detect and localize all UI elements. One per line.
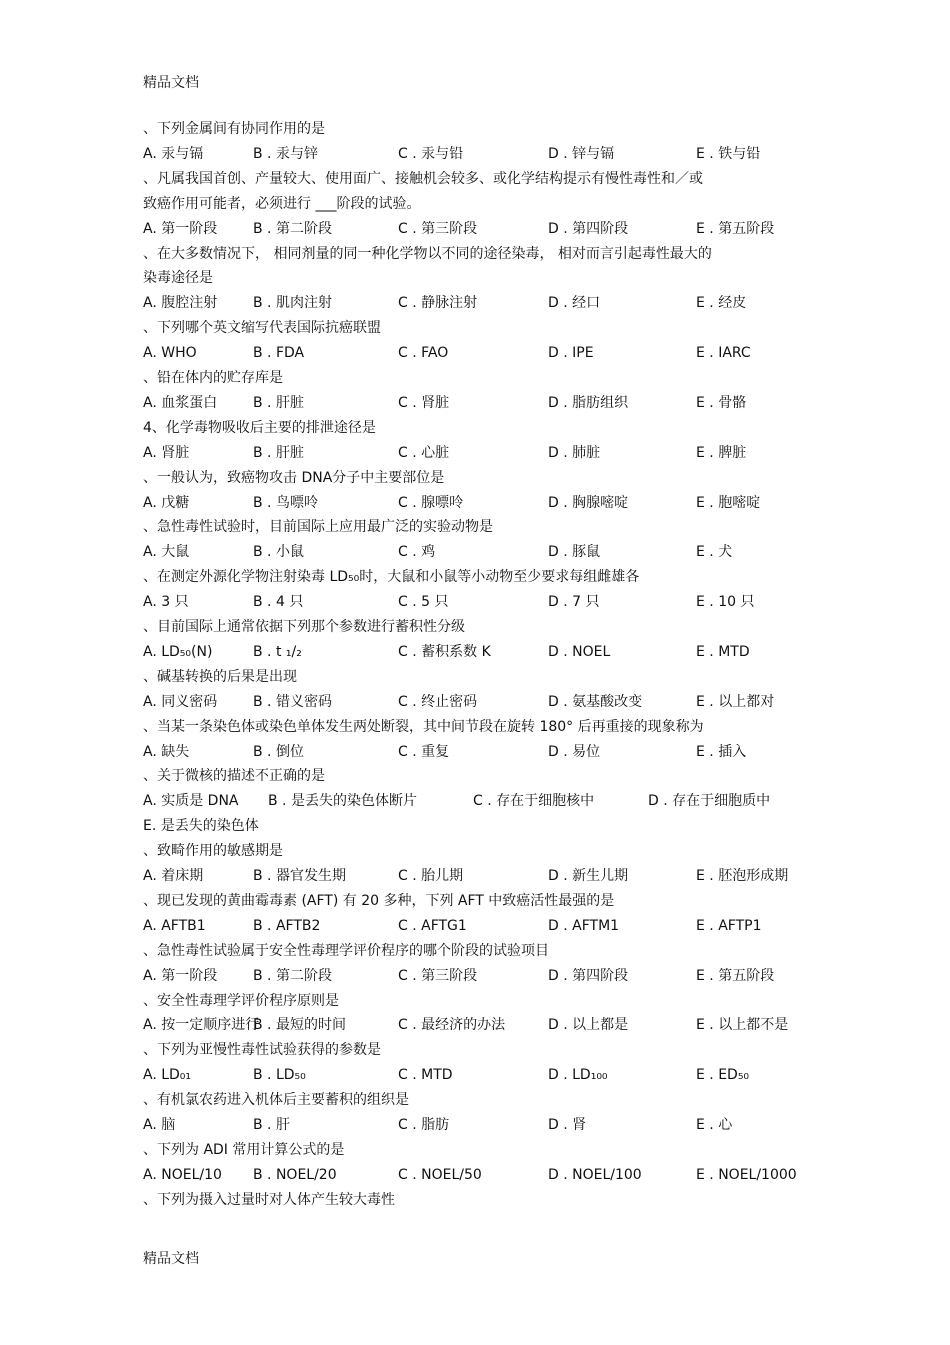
- option-c: C . 蓄积系数 K: [398, 644, 491, 660]
- option-c: C . 胎儿期: [398, 868, 464, 884]
- answer-options: [143, 145, 813, 163]
- question-text: 、碱基转换的后果是出现: [143, 669, 297, 685]
- option-a: A. 第一阶段: [143, 221, 218, 237]
- option-a: A. 血浆蛋白: [143, 395, 218, 411]
- option-b: B . 倒位: [253, 744, 304, 760]
- answer-options: [143, 444, 813, 462]
- question-text: 、在测定外源化学物注射染毒 LD₅₀时，大鼠和小鼠等小动物至少要求每组雌雄各: [143, 569, 640, 585]
- option-c: C . NOEL/50: [398, 1167, 482, 1183]
- option-d: D . 7 只: [548, 594, 600, 610]
- option-e: E . IARC: [696, 345, 751, 361]
- question-text: 、有机氯农药进入机体后主要蓄积的组织是: [143, 1092, 409, 1108]
- option-e: E . 犬: [696, 544, 733, 560]
- option-b: B . 汞与锌: [253, 146, 318, 162]
- option-e: E . 心: [696, 1117, 733, 1133]
- option-d: D . 锌与镉: [548, 146, 615, 162]
- answer-options: [143, 1066, 813, 1084]
- option-c: C . 存在于细胞核中: [473, 793, 595, 809]
- option-a: A. LD₅₀(N): [143, 644, 213, 660]
- option-e: E . 10 只: [696, 594, 755, 610]
- option-a: A. 戊糖: [143, 495, 190, 511]
- question-text: 染毒途径是: [143, 270, 213, 286]
- option-b: B . FDA: [253, 345, 305, 361]
- option-c: C . 最经济的办法: [398, 1017, 506, 1033]
- answer-options: [143, 1116, 813, 1134]
- answer-options: [143, 494, 813, 512]
- option-c: C . 终止密码: [398, 694, 478, 710]
- question-text: 4、化学毒物吸收后主要的排泄途径是: [143, 420, 376, 436]
- option-e: E . 骨骼: [696, 395, 747, 411]
- option-d: D . 胸腺嘧啶: [548, 495, 629, 511]
- answer-options: [143, 693, 813, 711]
- answer-options: [143, 344, 813, 362]
- option-a: A. 第一阶段: [143, 968, 218, 984]
- question-text: 、致畸作用的敏感期是: [143, 843, 283, 859]
- option-e: E . MTD: [696, 644, 750, 660]
- question-text: 、下列为摄入过量时对人体产生较大毒性: [143, 1192, 395, 1208]
- answer-options: [143, 394, 813, 412]
- option-e: E . 第五阶段: [696, 968, 775, 984]
- option-b: B . 肝: [253, 1117, 290, 1133]
- option-d: D . 第四阶段: [548, 221, 629, 237]
- question-text: 、急性毒性试验时，目前国际上应用最广泛的实验动物是: [143, 519, 493, 535]
- question-text: 、在大多数情况下， 相同剂量的同一种化学物以不同的途径染毒， 相对而言引起毒性最大的: [143, 246, 712, 262]
- option-b: B . LD₅₀: [253, 1067, 306, 1083]
- option-a: A. 缺失: [143, 744, 190, 760]
- question-text: 、安全性毒理学评价程序原则是: [143, 993, 339, 1009]
- option-a: A. WHO: [143, 345, 197, 361]
- option-b: B . 是丢失的染色体断片: [268, 793, 417, 809]
- answer-options: [143, 867, 813, 885]
- option-e: E . 胞嘧啶: [696, 495, 761, 511]
- answer-options: [143, 220, 813, 238]
- option-d: D . NOEL/100: [548, 1167, 642, 1183]
- option-a: A. 同义密码: [143, 694, 218, 710]
- option-d: D . 肺脏: [548, 445, 601, 461]
- option-e: E . 经皮: [696, 295, 747, 311]
- option-c: C . 第三阶段: [398, 221, 478, 237]
- option-a: A. 肾脏: [143, 445, 190, 461]
- option-d: D . IPE: [548, 345, 594, 361]
- option-a: A. 汞与镉: [143, 146, 204, 162]
- option-a: A. 脑: [143, 1117, 176, 1133]
- answer-options: [143, 743, 813, 761]
- option-c: C . AFTG1: [398, 918, 467, 934]
- option-b: B . 器官发生期: [253, 868, 346, 884]
- option-c: C . 鸡: [398, 544, 436, 560]
- option-b: B . 小鼠: [253, 544, 304, 560]
- answer-options: [143, 593, 813, 611]
- option-d: D . 豚鼠: [548, 544, 601, 560]
- option-a: A. 腹腔注射: [143, 295, 218, 311]
- question-text: 、下列金属间有协同作用的是: [143, 121, 325, 137]
- question-text: 、目前国际上通常依据下列那个参数进行蓄积性分级: [143, 619, 465, 635]
- answer-options: [143, 294, 813, 312]
- answer-options: [143, 792, 813, 810]
- option-e: E . 插入: [696, 744, 747, 760]
- option-a: A. 实质是 DNA: [143, 793, 239, 809]
- option-a: A. 按一定顺序进行: [143, 1017, 260, 1033]
- option-e: E . 脾脏: [696, 445, 747, 461]
- option-a: A. LD₀₁: [143, 1067, 192, 1083]
- question-text: 、现已发现的黄曲霉毒素 (AFT) 有 20 多种，下列 AFT 中致癌活性最强的是: [143, 893, 615, 909]
- option-d: D . 存在于细胞质中: [648, 793, 771, 809]
- option-b: B . 第二阶段: [253, 221, 332, 237]
- option-d: D . AFTM1: [548, 918, 620, 934]
- option-c: C . 5 只: [398, 594, 449, 610]
- option-a: A. 3 只: [143, 594, 189, 610]
- option-c: C . 重复: [398, 744, 450, 760]
- option-e: E . 铁与铅: [696, 146, 761, 162]
- option-e: E . 以上都对: [696, 694, 775, 710]
- option-b: B . 最短的时间: [253, 1017, 346, 1033]
- option-a: A. NOEL/10: [143, 1167, 222, 1183]
- option-e: E . 胚泡形成期: [696, 868, 789, 884]
- option-d: D . 氨基酸改变: [548, 694, 643, 710]
- option-d: D . 经口: [548, 295, 601, 311]
- option-d: D . 脂肪组织: [548, 395, 629, 411]
- option-c: C . 第三阶段: [398, 968, 478, 984]
- option-d: D . 易位: [548, 744, 601, 760]
- option-b: B . 错义密码: [253, 694, 332, 710]
- option-d: D . NOEL: [548, 644, 611, 660]
- option-b: B . 肝脏: [253, 445, 304, 461]
- option-e: E . 第五阶段: [696, 221, 775, 237]
- question-text: 、凡属我国首创、产量较大、使用面广、接触机会较多、或化学结构提示有慢性毒性和／或: [143, 171, 703, 187]
- option-b: B . NOEL/20: [253, 1167, 337, 1183]
- option-b: B . 肌肉注射: [253, 295, 332, 311]
- option-b: B . 4 只: [253, 594, 304, 610]
- option-b: B . AFTB2: [253, 918, 321, 934]
- question-text: 、一般认为，致癌物攻击 DNA分子中主要部位是: [143, 470, 445, 486]
- option-c: C . MTD: [398, 1067, 453, 1083]
- option-d: D . 以上都是: [548, 1017, 629, 1033]
- option-c: C . 心脏: [398, 445, 450, 461]
- option-e: E . ED₅₀: [696, 1067, 750, 1083]
- question-text: 、急性毒性试验属于安全性毒理学评价程序的哪个阶段的试验项目: [143, 943, 549, 959]
- option-e: E . AFTP1: [696, 918, 762, 934]
- option-a: A. 着床期: [143, 868, 204, 884]
- question-text: 、关于微核的描述不正确的是: [143, 768, 325, 784]
- option-a: A. 大鼠: [143, 544, 190, 560]
- option-b: B . t ₁/₂: [253, 644, 302, 660]
- answer-options: [143, 543, 813, 561]
- option-b: B . 肝脏: [253, 395, 304, 411]
- question-text: 、下列为亚慢性毒性试验获得的参数是: [143, 1042, 381, 1058]
- question-text: 、下列为 ADI 常用计算公式的是: [143, 1142, 345, 1158]
- option-c: C . 腺嘌呤: [398, 495, 464, 511]
- option-e: E . NOEL/1000: [696, 1167, 797, 1183]
- question-text: 、铅在体内的贮存库是: [143, 370, 283, 386]
- option-d: D . LD₁₀₀: [548, 1067, 608, 1083]
- answer-options: [143, 1016, 813, 1034]
- option-b: B . 鸟嘌呤: [253, 495, 318, 511]
- option-b: B . 第二阶段: [253, 968, 332, 984]
- answer-options: [143, 967, 813, 985]
- option-c: C . 汞与铅: [398, 146, 464, 162]
- question-text: E. 是丢失的染色体: [143, 818, 259, 834]
- option-a: A. AFTB1: [143, 918, 206, 934]
- question-text: 、下列哪个英文缩写代表国际抗癌联盟: [143, 320, 381, 336]
- option-c: C . FAO: [398, 345, 449, 361]
- option-c: C . 脂肪: [398, 1117, 450, 1133]
- option-d: D . 第四阶段: [548, 968, 629, 984]
- page-header: 精品文档: [143, 75, 199, 91]
- answer-options: [143, 1166, 813, 1184]
- question-text: 、当某一条染色体或染色单体发生两处断裂，其中间节段在旋转 180° 后再重接的现象称为: [143, 719, 704, 735]
- question-text: 致癌作用可能者，必须进行 ___阶段的试验。: [143, 196, 421, 212]
- option-d: D . 新生儿期: [548, 868, 629, 884]
- option-d: D . 肾: [548, 1117, 587, 1133]
- answer-options: [143, 917, 813, 935]
- option-c: C . 肾脏: [398, 395, 450, 411]
- option-c: C . 静脉注射: [398, 295, 478, 311]
- option-e: E . 以上都不是: [696, 1017, 789, 1033]
- answer-options: [143, 643, 813, 661]
- page-footer: 精品文档: [143, 1251, 199, 1267]
